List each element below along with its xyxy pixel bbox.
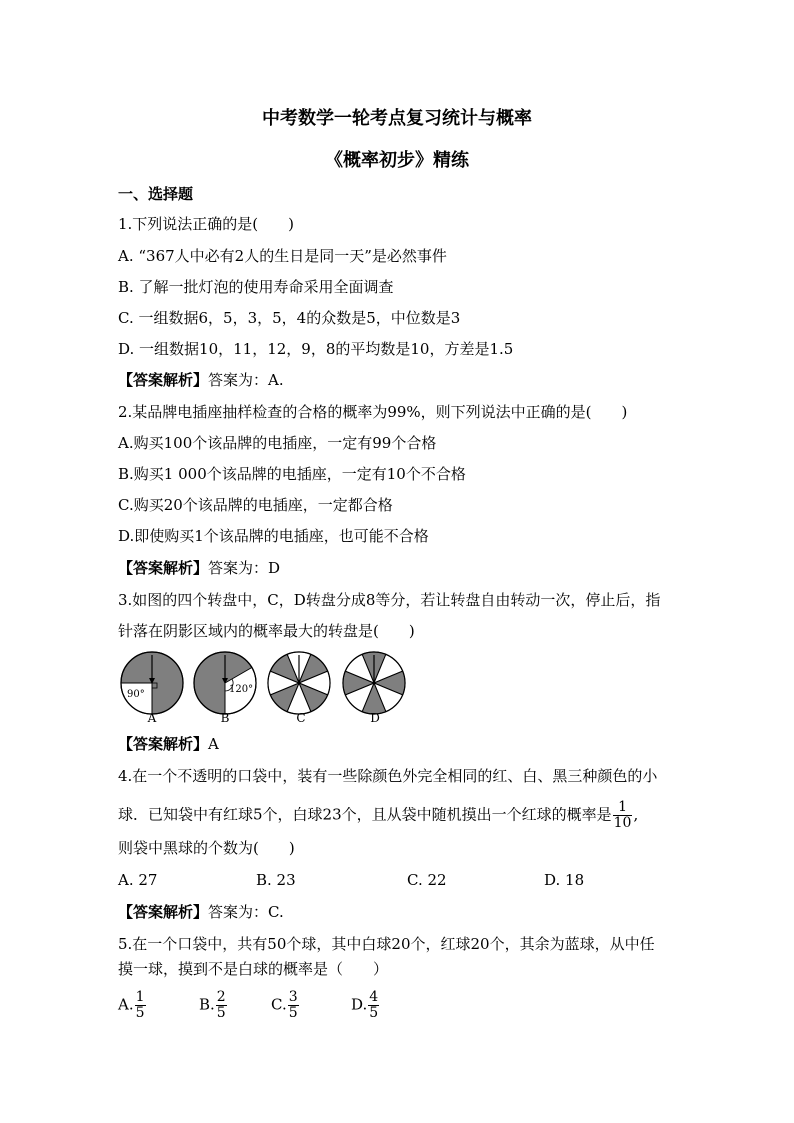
fraction-denominator: 5 <box>288 1005 298 1021</box>
option-fraction <box>368 990 379 1021</box>
document-title: 中考数学一轮考点复习统计与概率 <box>262 108 532 129</box>
q2-option-d: D.即使购买1个该品牌的电插座，也可能不合格 <box>118 527 429 545</box>
q4-option-c: C. 22 <box>407 871 447 889</box>
spinner-label-a: A <box>147 711 157 725</box>
q1-option-d: D. 一组数据10，11，12，9，8的平均数是10，方差是1.5 <box>118 340 514 358</box>
q1-stem: 1.下列说法正确的是( ) <box>118 215 295 233</box>
answer-text: 答案为：A. <box>208 371 284 389</box>
answer-text: A <box>208 735 219 753</box>
q1-option-b: B. 了解一批灯泡的使用寿命采用全面调查 <box>118 278 394 296</box>
q1-option-c: C. 一组数据6，5，3，5，4的众数是5，中位数是3 <box>118 309 461 327</box>
q4-fraction <box>613 800 633 831</box>
option-fraction <box>288 990 299 1021</box>
q3-stem-line1: 3.如图的四个转盘中，C，D转盘分成8等分，若让转盘自由转动一次，停止后，指 <box>118 591 661 609</box>
option-label: A. <box>118 995 134 1014</box>
answer-label: 【答案解析】 <box>118 371 209 389</box>
q4-option-b: B. 23 <box>256 871 296 889</box>
q4-stem-text: 球．已知袋中有红球5个，白球23个，且从袋中随机摸出一个红球的概率是 <box>118 805 612 824</box>
q4-stem-punct: , <box>633 805 639 824</box>
q1-option-a: A. “367人中必有2人的生日是同一天”是必然事件 <box>118 247 447 265</box>
spinner-b <box>194 652 256 714</box>
q4-stem-line3: 则袋中黑球的个数为( ) <box>118 839 295 857</box>
fraction-numerator: 4 <box>369 989 379 1005</box>
option-label: C. <box>271 995 287 1014</box>
q2-answer <box>118 558 280 578</box>
answer-label: 【答案解析】 <box>118 559 209 577</box>
q3-answer <box>118 734 219 754</box>
q4-stem-line2 <box>118 800 638 831</box>
fraction-numerator: 1 <box>135 989 145 1005</box>
section-heading: 一、选择题 <box>118 185 194 203</box>
q2-option-b: B.购买1 000个该品牌的电插座，一定有10个不合格 <box>118 465 466 483</box>
spinner-b-angle: 120° <box>229 684 254 695</box>
answer-label: 【答案解析】 <box>118 903 209 921</box>
q5-stem-line2: 摸一球，摸到不是白球的概率是（ ） <box>118 960 389 978</box>
fraction-numerator: 3 <box>288 989 298 1005</box>
option-fraction <box>216 990 227 1021</box>
q5-option-c <box>271 990 300 1021</box>
q3-stem-line2: 针落在阴影区域内的概率最大的转盘是( ) <box>118 622 415 640</box>
fraction-denominator: 5 <box>216 1005 226 1021</box>
q2-option-c: C.购买20个该品牌的电插座，一定都合格 <box>118 496 393 514</box>
q2-option-a: A.购买100个该品牌的电插座，一定有99个合格 <box>118 434 437 452</box>
answer-label: 【答案解析】 <box>118 735 209 753</box>
fraction-numerator: 2 <box>216 989 226 1005</box>
answer-text: 答案为：D <box>208 559 281 577</box>
option-fraction <box>135 990 146 1021</box>
spinner-a <box>121 652 183 714</box>
fraction-denominator: 10 <box>613 815 632 831</box>
q5-stem-line1: 5.在一个口袋中，共有50个球，其中白球20个，红球20个，其余为蓝球，从中任 <box>118 935 655 953</box>
spinner-d <box>343 652 405 714</box>
spinner-a-angle: 90° <box>127 689 145 700</box>
fraction-denominator: 5 <box>135 1005 145 1021</box>
q1-answer <box>118 370 284 390</box>
spinner-c <box>268 652 330 714</box>
spinner-label-c: C <box>296 711 306 725</box>
spinner-label-d: D <box>370 711 380 725</box>
option-label: B. <box>199 995 215 1014</box>
document-subtitle: 《概率初步》精练 <box>325 150 469 171</box>
q5-option-b <box>199 990 228 1021</box>
q4-stem-line1: 4.在一个不透明的口袋中，装有一些除颜色外完全相同的红、白、黑三种颜色的小 <box>118 767 658 785</box>
option-label: D. <box>351 995 368 1014</box>
answer-text: 答案为：C. <box>208 903 284 921</box>
fraction-denominator: 5 <box>369 1005 379 1021</box>
fraction-numerator: 1 <box>618 799 628 815</box>
q4-option-a: A. 27 <box>118 871 158 889</box>
q2-stem: 2.某品牌电插座抽样检查的合格的概率为99%，则下列说法中正确的是( ) <box>118 403 628 421</box>
q5-option-d <box>351 990 380 1021</box>
spinner-label-b: B <box>220 711 230 725</box>
q4-answer <box>118 902 284 922</box>
q4-option-d: D. 18 <box>544 871 585 889</box>
q5-option-a <box>118 990 147 1021</box>
